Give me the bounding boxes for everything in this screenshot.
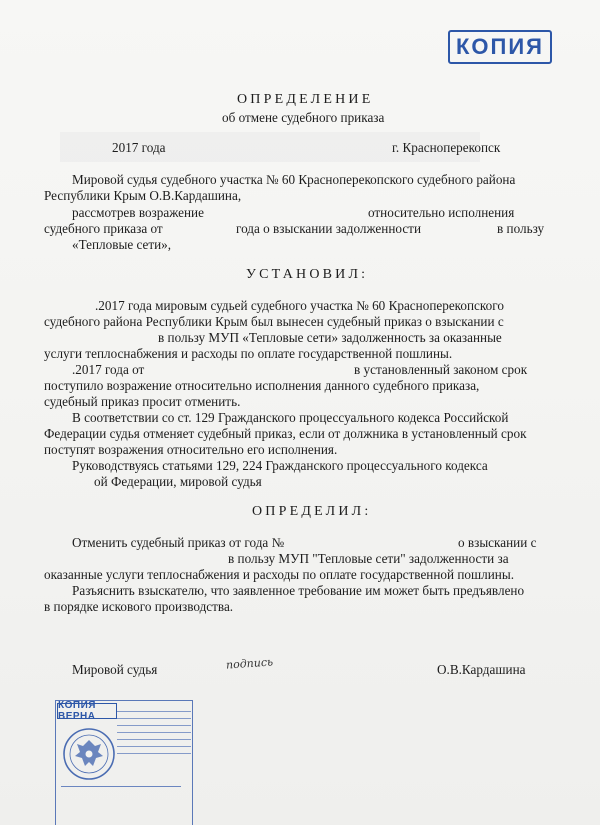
document-subtitle: об отмене судебного приказа <box>222 110 385 125</box>
intro-line-3a: рассмотрев возражение <box>72 205 204 220</box>
established-line-1: .2017 года мировым судьей судебного участка № 60 Красноперекопского <box>95 298 504 313</box>
decided-line-5: в порядке искового производства. <box>44 599 234 614</box>
established-line-4: услуги теплоснабжения и расходы по оплате государственной пошлины. <box>44 346 453 361</box>
established-line-7: судебный приказ просит отменить. <box>44 394 241 409</box>
established-line-5b: в установленный законом срок <box>354 362 528 377</box>
handwritten-signature <box>226 654 286 674</box>
date-line: 2017 года <box>112 140 166 155</box>
established-line-11: Руководствуясь статьями 129, 224 Гражданского процессуального кодекса <box>72 458 488 473</box>
intro-line-4b: года о взыскании задолженности <box>236 221 421 236</box>
coat-of-arms-seal-icon <box>61 726 117 782</box>
signature-scribble: подпись <box>226 655 274 672</box>
established-line-10: поступят возражения относительно его исполнения. <box>44 442 338 457</box>
established-line-2: судебного района Республики Крым был вынесен судебный приказ о взыскании с <box>44 314 504 329</box>
established-line-9: Федерации судья отменяет судебный приказ, если от должника в установленный срок <box>44 426 527 441</box>
intro-line-1: Мировой судья судебного участка № 60 Красноперекопского судебного района <box>72 172 516 187</box>
decided-line-1a: Отменить судебный приказ от года № <box>72 535 285 550</box>
certified-copy-stamp <box>55 700 193 825</box>
document-title: ОПРЕДЕЛЕНИЕ <box>237 92 374 107</box>
decided-line-1b: о взыскании с <box>458 535 537 550</box>
decided-line-2: в пользу МУП "Тепловые сети" задолженности за <box>228 551 509 566</box>
established-line-6: поступило возражение относительно исполнения данного судебного приказа, <box>44 378 480 393</box>
established-line-8: В соответствии со ст. 129 Гражданского процессуального кодекса Российской <box>72 410 509 425</box>
signatory-title: Мировой судья <box>72 662 158 677</box>
decided-line-3: оказанные услуги теплоснабжения и расходы по оплате государственной пошлины. <box>44 567 515 582</box>
stamp-heading: КОПИЯ ВЕРНА <box>57 703 117 719</box>
established-line-5a: .2017 года от <box>72 362 145 377</box>
established-line-3: в пользу МУП «Тепловые сети» задолженность за оказанные <box>158 330 502 345</box>
intro-line-3b: относительно исполнения <box>368 205 515 220</box>
established-line-12: ой Федерации, мировой судья <box>94 474 262 489</box>
city-line: г. Красноперекопск <box>392 140 501 155</box>
section-heading-established: УСТАНОВИЛ: <box>246 267 369 282</box>
intro-line-4a: судебного приказа от <box>44 221 163 236</box>
stamp-lower-block <box>61 786 181 823</box>
signatory-name: О.В.Кардашина <box>437 662 526 677</box>
intro-line-4c: в пользу <box>497 221 545 236</box>
copy-stamp-text: КОПИЯ <box>456 34 544 59</box>
decided-line-4: Разъяснить взыскателю, что заявленное требование им может быть предъявлено <box>72 583 525 598</box>
stamp-small-text <box>117 705 191 754</box>
copy-stamp <box>448 30 552 64</box>
intro-line-2: Республики Крым О.В.Кардашина, <box>44 188 242 203</box>
intro-line-5: «Тепловые сети», <box>72 237 172 252</box>
section-heading-decided: ОПРЕДЕЛИЛ: <box>252 504 372 519</box>
